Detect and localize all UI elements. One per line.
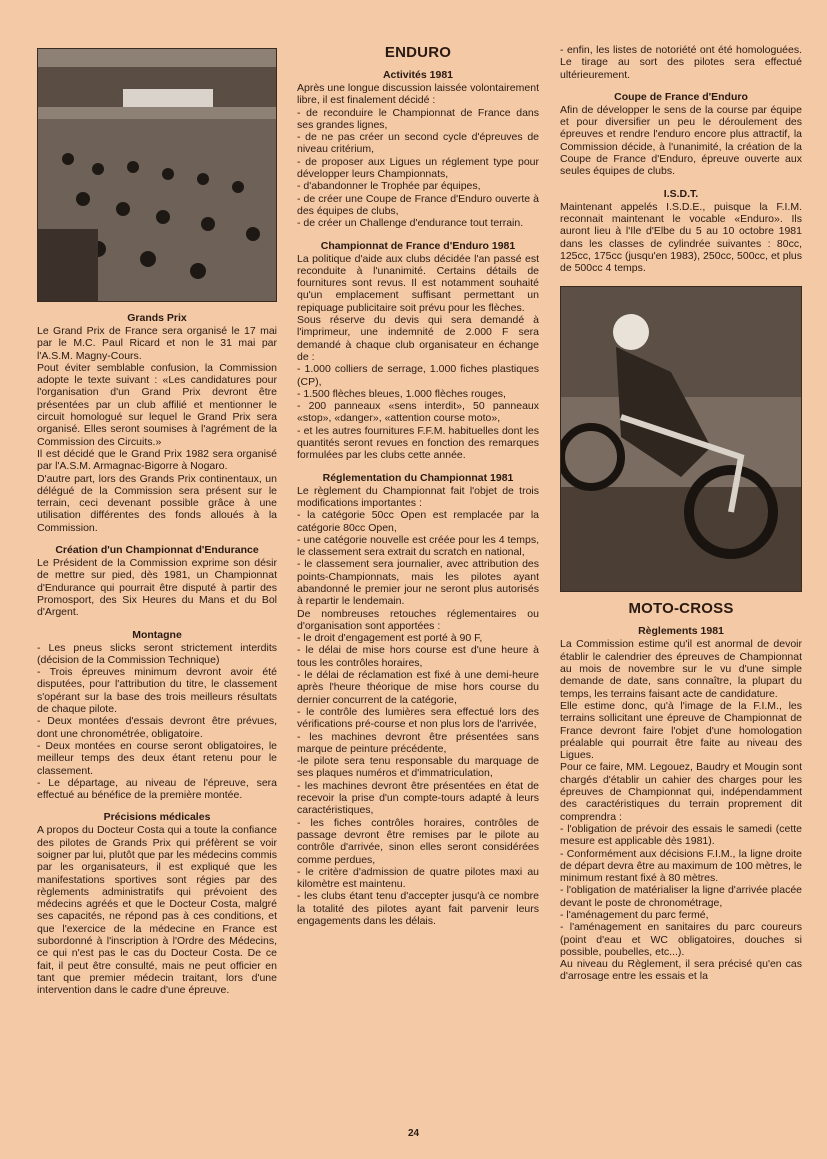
column-right xyxy=(560,44,802,983)
paragraph: Après une longue discussion laissée volontairement libre, il est finalement décidé : xyxy=(297,82,539,107)
list-item: - de proposer aux Ligues un réglement type pour développer leurs Championnats, xyxy=(297,155,539,181)
list-item: - le droit d'engagement est porté à 90 F, xyxy=(297,632,483,645)
section-title-championnat: Championnat de France d'Enduro 1981 xyxy=(320,239,516,252)
list-item: - de créer une Coupe de France d'Enduro ouverte à des équipes de clubs, xyxy=(297,192,539,217)
list-item: - le contrôle des lumières sera effectué lors des vérifications pré-course et non plus lors de l'arrivée, xyxy=(297,705,539,731)
paragraph: Le Président de la Commission exprime son désir de mettre sur pied, dès 1981, un Championnat d'Endurance qui pourrait être disputé à partir des Promosport, des Six Heures du Mans et du Bol d'Argent. xyxy=(37,557,277,619)
heading-enduro: ENDURO xyxy=(384,44,452,61)
list-item: - l'aménagement en sanitaires du parc coureurs (point d'eau et WC obligatoires, douches si possible, poubelles, etc...). xyxy=(560,921,802,958)
paragraph: Le règlement du Championnat fait l'objet de trois modifications importantes : xyxy=(297,484,539,509)
list-item: - de ne pas créer un second cycle d'épreuves de niveau critérium, xyxy=(297,131,539,156)
paragraph: A propos du Docteur Costa qui a toute la confiance des pilotes de Grands Prix qui préfèrent se voir soigner par lui, plutôt que par les médecins commis par les organisateurs, il est expliqué que les manifestations sportives sont régies par des règlements administratifs qui prévoient des médecins agréés et que le Docteur Costa, malgré ses capacités, ne répond pas à ces conditions, et que l'exercice de la médecine en France est subordonné à l'inscription à l'Ordre des Médecins, ce qui n'est pas le cas du Docteur Costa. De ce fait, il peut être consulté, mais ne peut officier en tant que premier médecin traitant, lors d'une intervention dans le cadre d'une épreuve. xyxy=(37,824,277,997)
list-item: - et les autres fournitures F.F.M. habituelles dont les quantités seront revues en fonction des remarques formulées par les clubs cette année. xyxy=(297,424,539,462)
paragraph: Au niveau du Règlement, il sera précisé qu'en cas d'arrosage entre les essais et la xyxy=(560,958,802,983)
list-item: - la catégorie 50cc Open est remplacée par la catégorie 80cc Open, xyxy=(297,509,539,534)
list-item: - d'abandonner le Trophée par équipes, xyxy=(297,180,481,193)
motorcycle-race-grid-photo-icon xyxy=(38,49,276,301)
section-title-reglementation: Réglementation du Championnat 1981 xyxy=(322,471,514,484)
paragraph: - enfin, les listes de notoriété ont été homologuées. Le tirage au sort des pilotes sera effectué ultérieurement. xyxy=(560,44,802,81)
section-title-activites: Activités 1981 xyxy=(382,69,454,81)
paragraph: D'autre part, lors des Grands Prix continentaux, un délégué de la Commission sera présent sur le terrain, ceci devenant possible grâce à une utilisation différentes des fonds alloués à la Commission. xyxy=(37,472,277,534)
list-item: - une catégorie nouvelle est créée pour les 4 temps, le classement sera extrait du scratch en national, xyxy=(297,533,539,559)
paragraph: Elle estime donc, qu'à l'image de la F.I.M., les terrains sollicitant une épreuve de Championnat de France devront faire l'objet d'une homologation préalable qui pourrait être faite au niveau des Ligues. xyxy=(560,699,802,762)
list-item: - le critère d'admission de quatre pilotes maxi au kilomètre est maintenu. xyxy=(297,865,539,891)
list-item: - Conformément aux décisions F.I.M., la ligne droite de départ devra être au maximum de 100 mètres, le minimum restant fixé à 80 mètres. xyxy=(560,847,802,885)
column-left xyxy=(37,44,277,997)
list-item: - les machines devront être présentées en état de recevoir la prise d'un compte-tours adapté à leurs caractéristiques, xyxy=(297,779,539,817)
road-race-start-photo xyxy=(37,48,277,302)
list-item: - Deux montées en course seront obligatoires, le meilleur temps des deux étant retenu pour le classement. xyxy=(37,739,277,777)
list-item: - 1.000 colliers de serrage, 1.000 fiches plastiques (CP), xyxy=(297,363,539,388)
page-number: 24 xyxy=(407,1128,420,1139)
paragraph: La Commission estime qu'il est anormal de devoir établir le calendrier des épreuves de Championnat au mois de novembre sur le vu d'une simple demande de date, sans connaître, la plupart du temps, les terrains faisant acte de candidature. xyxy=(560,638,802,700)
list-item: - les machines devront être présentées sans marque de peinture précédente, xyxy=(297,730,539,755)
list-item: - Le départage, au niveau de l'épreuve, sera effectué au bénéfice de la première montée. xyxy=(37,776,277,802)
list-item: - Deux montées d'essais devront être prévues, dont une chronométrée, obligatoire. xyxy=(37,715,277,740)
paragraph: Afin de développer le sens de la course par équipe et pour diversifier un peu le déroulement des épreuves et rendre l'enduro encore plus attractif, la Commission décide, à l'unanimité, la création de la Coupe de France d'Enduro, épreuve ouverte aux seules équipes de clubs. xyxy=(560,103,802,178)
list-item: -le pilote sera tenu responsable du marquage de ses plaques numéros et d'immatriculation, xyxy=(297,755,539,780)
list-item: - l'obligation de matérialiser la ligne d'arrivée placée devant le poste de chronométrage, xyxy=(560,884,802,909)
list-item: - Trois épreuves minimum devront avoir été disputées, pour l'attribution du titre, le classement s'opérant sur la base des trois meilleurs résultats de chaque pilote. xyxy=(37,666,277,716)
paragraph: Pour ce faire, MM. Legouez, Baudry et Mougin sont chargés d'établir un cahier des charges pour les épreuves de Championnat qui, indépendamment des caractéristiques du terrain proprement dit comprendra : xyxy=(560,761,802,823)
list-item: - les clubs étant tenu d'accepter jusqu'à ce nombre la totalité des pilotes ayant fait parvenir leurs engagements dans les délais. xyxy=(297,890,539,927)
list-item: - de créer un Challenge d'endurance tout terrain. xyxy=(297,217,524,230)
section-title-isdt: I.S.D.T. xyxy=(663,187,699,200)
heading-moto-cross: MOTO-CROSS xyxy=(628,600,734,618)
enduro-rider-photo xyxy=(560,286,802,592)
list-item: - le classement sera journalier, avec attribution des points-Championnats, mais les pilotes ayant abandonné le premier jour ne seront plus autorisés à repartir le lendemain. xyxy=(297,558,539,608)
column-middle xyxy=(297,44,539,927)
section-title-coupe: Coupe de France d'Enduro xyxy=(614,90,748,103)
paragraph: Sous réserve du devis qui sera demandé à l'imprimeur, une indemnité de 2.000 F sera demandé à chaque club organisateur en échange de : xyxy=(297,314,539,363)
list-item: - les fiches contrôles horaires, contrôles de passage devront être remises par le pilote au contrôle d'arrivée, sinon elles seront considérées comme perdues, xyxy=(297,816,539,866)
section-title-endurance: Création d'un Championnat d'Endurance xyxy=(55,544,259,557)
list-item: - Les pneus slicks seront strictement interdits (décision de la Commission Technique) xyxy=(37,641,277,666)
list-item: - de reconduire le Championnat de France dans ses grandes lignes, xyxy=(297,106,539,131)
section-title-reglements: Règlements 1981 xyxy=(638,625,724,638)
enduro-rider-icon xyxy=(561,287,801,591)
paragraph: Maintenant appelés I.S.D.E., puisque la F.I.M. reconnait maintenant le vocable «Enduro». Ils auront lieu à l'Ile d'Elbe du 5 au 10 octobre 1981 dans les classes de cylindrée suivantes : 80cc, 125cc, 175cc (jusqu'en 1983), 250cc, 500cc, et plus de 500cc 4 temps. xyxy=(560,200,802,275)
list-item: - l'obligation de prévoir des essais le samedi (cette mesure est applicable dès 1981). xyxy=(560,822,802,848)
list-item: - 200 panneaux «sens interdit», 50 panneaux «stop», «danger», «attention course moto», xyxy=(297,400,539,425)
list-item: - le délai de mise hors course est d'une heure à tous les contrôles horaires, xyxy=(297,644,539,669)
paragraph: Pout éviter semblable confusion, la Commission adopte le texte suivant : «Les candidatures pour l'organisation d'un Grand Prix devront être présentées par un club affilié et mentionner le circuit homologué sur lequel le Grand Prix sera organisé. Elles seront soumises à l'agrément de la Commission des Circuits.» xyxy=(37,361,277,448)
list-item: - le délai de réclamation est fixé à une demi-heure après l'heure théorique de mise hors course du dernier concurrent de la catégorie, xyxy=(297,669,539,706)
paragraph: Il est décidé que le Grand Prix 1982 sera organisé par l'A.S.M. Armagnac-Bigorre à Nogaro. xyxy=(37,447,277,473)
paragraph: Le Grand Prix de France sera organisé le 17 mai par le M.C. Paul Ricard et non le 31 mai par l'A.S.M. Magny-Cours. xyxy=(37,325,277,362)
list-item: - 1.500 flèches bleues, 1.000 flèches rouges, xyxy=(297,387,506,400)
section-title-montagne: Montagne xyxy=(132,628,182,641)
section-title-medicales: Précisions médicales xyxy=(103,811,211,824)
list-item: - l'aménagement du parc fermé, xyxy=(560,908,709,921)
paragraph: De nombreuses retouches réglementaires ou d'organisation sont apportées : xyxy=(297,607,539,632)
paragraph: La politique d'aide aux clubs décidée l'an passé est reconduite à l'unanimité. Certains détails de fournitures sont revus. Il est notamment souhaité qu'un emplacement suffisant permettant un repiquage publicitaire soit prévu pour les flèches. xyxy=(297,252,539,314)
section-title-grands-prix: Grands Prix xyxy=(127,312,187,324)
